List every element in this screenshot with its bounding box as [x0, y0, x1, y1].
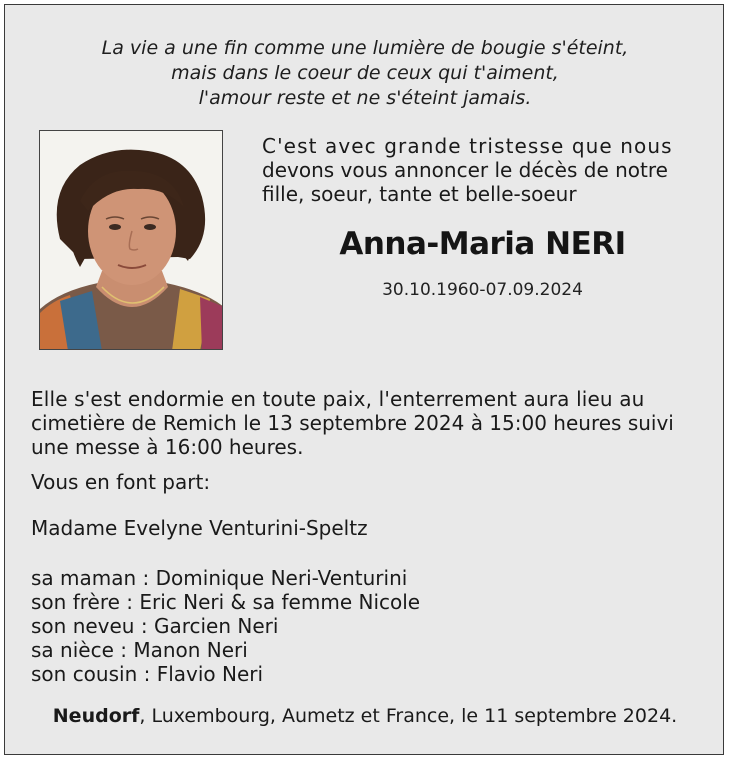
funeral-announcement	[31, 387, 703, 459]
signoff-rest: , Luxembourg, Aumetz et France, le 11 septembre 2024.	[139, 705, 678, 727]
family-member: son cousin : Flavio Neri	[31, 662, 264, 686]
poem-line: mais dans le coeur de ceux qui t'aiment,	[171, 62, 559, 84]
first-mourner: Madame Evelyne Venturini-Speltz	[31, 516, 368, 540]
family-member: sa nièce : Manon Neri	[31, 638, 248, 662]
announcement-line: cimetière de Remich le 13 septembre 2024 à 15:00 heures suivi	[31, 411, 674, 435]
part-label: Vous en font part:	[31, 470, 211, 494]
signoff-place: Neudorf	[52, 705, 140, 727]
poem	[0, 36, 730, 111]
announcement-line: Elle s'est endormie en toute paix, l'enterrement aura lieu au	[31, 387, 645, 411]
portrait-photo	[39, 130, 223, 350]
intro-text	[262, 134, 703, 206]
family-member: son neveu : Garcien Neri	[31, 614, 279, 638]
signoff	[0, 705, 730, 727]
family-list	[31, 566, 420, 686]
family-member: son frère : Eric Neri & sa femme Nicole	[31, 590, 421, 614]
intro-line: fille, soeur, tante et belle-soeur	[262, 182, 577, 206]
intro-line: devons vous annoncer le décès de notre	[262, 158, 668, 182]
family-member: sa maman : Dominique Neri-Venturini	[31, 566, 408, 590]
poem-line: La vie a une fin comme une lumière de bougie s'éteint,	[101, 37, 629, 59]
announcement-line: une messe à 16:00 heures.	[31, 435, 304, 459]
portrait-illustration	[40, 131, 223, 350]
life-dates: 30.10.1960-07.09.2024	[382, 280, 583, 300]
intro-line: C'est avec grande tristesse que nous	[262, 134, 673, 158]
deceased-name: Anna-Maria NERI	[339, 226, 626, 262]
poem-line: l'amour reste et ne s'éteint jamais.	[198, 87, 532, 109]
